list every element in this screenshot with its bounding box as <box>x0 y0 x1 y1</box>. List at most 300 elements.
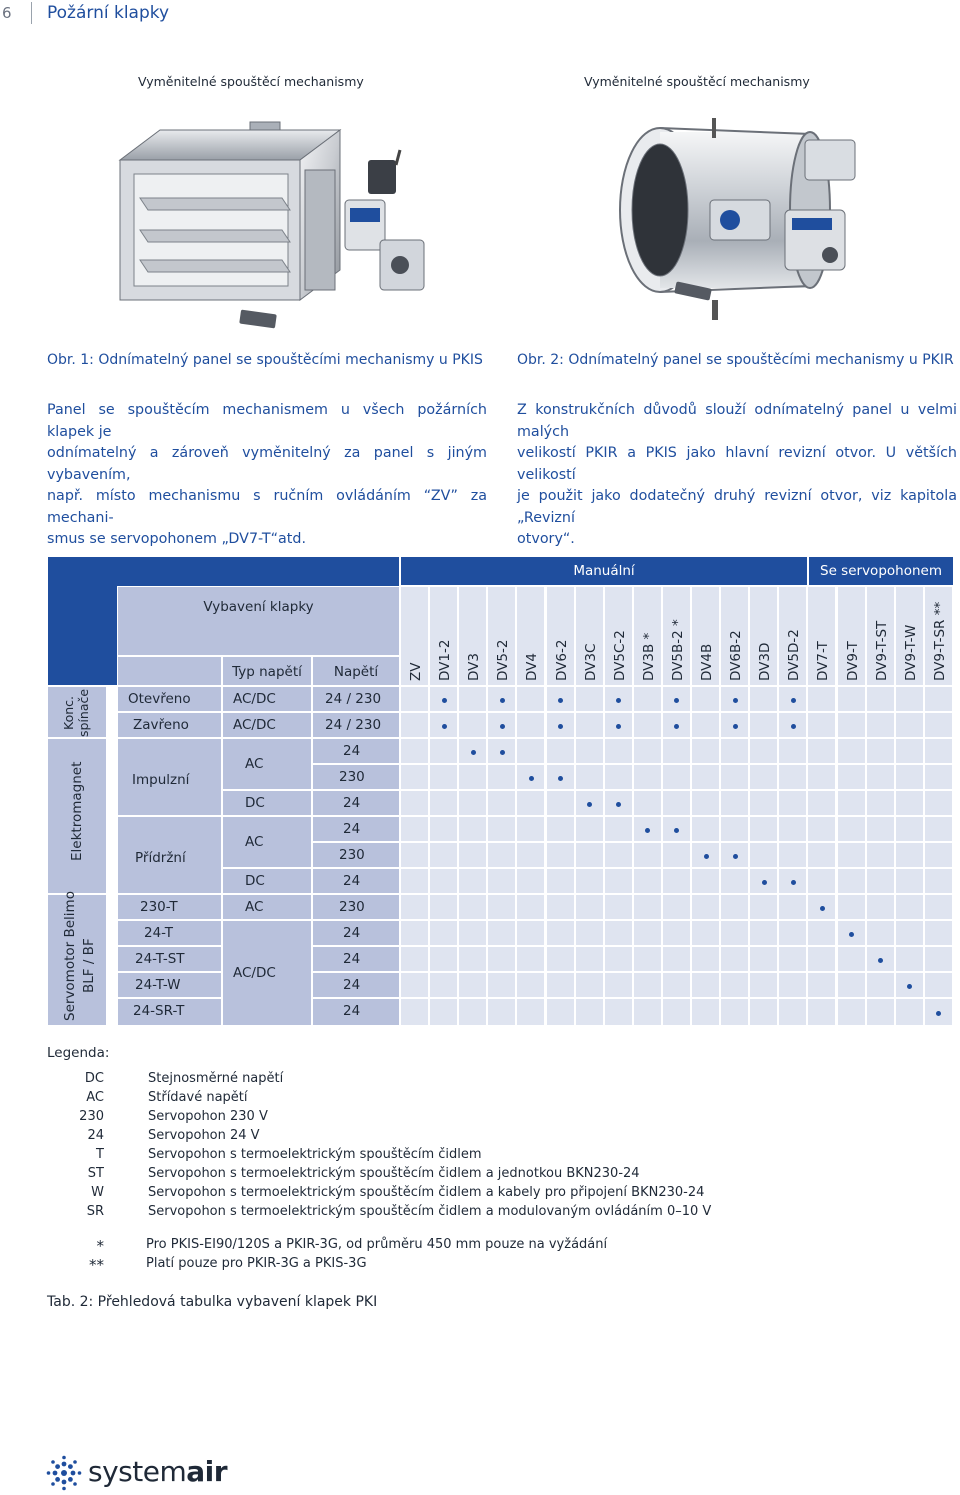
systemair-logo-icon <box>46 1455 82 1491</box>
table-cell <box>837 686 866 712</box>
left-paragraph <box>47 400 487 551</box>
table-cell <box>837 790 866 816</box>
table-cell <box>662 868 691 894</box>
row-voltage-cell <box>312 712 400 738</box>
table-cell <box>924 868 953 894</box>
table-cell <box>895 998 924 1026</box>
table-cell <box>749 738 778 764</box>
availability-dot <box>471 750 476 755</box>
figure1-label: Vyměnitelné spouštěcí mechanismy <box>138 74 364 89</box>
manual-group-cell <box>400 556 808 586</box>
table-cell <box>487 946 516 972</box>
right-paragraph-line: je použit jako dodatečný druhý revizní otvor, viz kapitola „Revizní <box>517 488 957 526</box>
table-cell <box>575 842 604 868</box>
table-cell <box>633 790 662 816</box>
table-cell <box>807 920 836 946</box>
table-cell <box>546 946 575 972</box>
table-cell <box>807 686 836 712</box>
table-cell <box>778 686 807 712</box>
row-label-cell <box>117 972 222 998</box>
table-cell <box>575 998 604 1026</box>
table-cell <box>866 868 895 894</box>
row-voltage: 230 <box>339 769 365 785</box>
availability-dot <box>878 958 883 963</box>
table-cell <box>895 790 924 816</box>
row-type-cell <box>222 686 312 712</box>
column-header: ZV <box>408 662 424 681</box>
table-cell <box>866 764 895 790</box>
voltage-type-header: Typ napětí <box>232 664 302 680</box>
page-title: Požární klapky <box>47 3 170 23</box>
row-type: DC <box>245 873 265 889</box>
availability-dot <box>529 776 534 781</box>
row-voltage-cell <box>312 738 400 764</box>
table-cell <box>866 686 895 712</box>
left-paragraph-line: smus se servopohonem „DV7-T“atd. <box>47 531 307 547</box>
table-cell <box>837 764 866 790</box>
column-header-cell <box>866 586 895 686</box>
table-cell <box>516 946 545 972</box>
table-cell <box>895 738 924 764</box>
table-cell <box>778 868 807 894</box>
table-cell <box>924 972 953 998</box>
availability-dot <box>500 724 505 729</box>
availability-dot <box>616 698 621 703</box>
table-cell <box>807 764 836 790</box>
table-cell <box>400 894 429 920</box>
table-cell <box>633 816 662 842</box>
availability-dot <box>791 880 796 885</box>
row-label: 24-T-ST <box>135 951 185 967</box>
table-cell <box>516 868 545 894</box>
row-type-cell <box>222 790 312 816</box>
table-cell <box>807 868 836 894</box>
row-voltage: 24 <box>343 743 361 759</box>
column-header-cell <box>429 586 458 686</box>
table-cell <box>720 998 749 1026</box>
column-header-cell <box>604 586 633 686</box>
table-cell <box>429 738 458 764</box>
column-header-cell <box>662 586 691 686</box>
row-type-cell <box>222 894 312 920</box>
availability-dot <box>733 854 738 859</box>
voltage-type-header-cell <box>222 656 312 686</box>
table-cell <box>837 946 866 972</box>
row-voltage: 24 <box>343 873 361 889</box>
availability-dot <box>791 724 796 729</box>
table-cell <box>662 790 691 816</box>
table-cell <box>546 686 575 712</box>
table-cell <box>895 816 924 842</box>
table-cell <box>720 868 749 894</box>
column-header: DV6-2 <box>553 639 570 681</box>
legend-value: Střídavé napětí <box>148 1090 248 1105</box>
table-cell <box>895 712 924 738</box>
legend-value: Servopohon 230 V <box>148 1109 268 1124</box>
availability-dot <box>704 854 709 859</box>
table-cell <box>400 738 429 764</box>
manual-group-label: Manuální <box>573 563 635 579</box>
table-cell <box>662 972 691 998</box>
left-paragraph-line: např. místo mechanismu s ručním ovládáním “ZV” za mechani- <box>47 488 487 526</box>
table-cell <box>662 842 691 868</box>
availability-dot <box>645 828 650 833</box>
table-cell <box>633 920 662 946</box>
row-label: 230-T <box>140 899 178 915</box>
column-header: DV5B-2 * <box>669 619 686 681</box>
row-voltage-cell <box>312 790 400 816</box>
table-cell <box>429 972 458 998</box>
table-cell <box>720 686 749 712</box>
column-header-cell <box>487 586 516 686</box>
table-cell <box>778 790 807 816</box>
table-cell <box>487 920 516 946</box>
availability-dot <box>500 750 505 755</box>
table-cell <box>866 712 895 738</box>
table-cell <box>866 920 895 946</box>
table-cell <box>778 764 807 790</box>
table-cell <box>662 894 691 920</box>
table-cell <box>516 686 545 712</box>
table-cell <box>400 816 429 842</box>
table-cell <box>720 946 749 972</box>
row-label: 24-SR-T <box>133 1003 185 1019</box>
table-cell <box>866 946 895 972</box>
table-cell <box>546 738 575 764</box>
legend-key: SR <box>86 1204 104 1219</box>
table-cell <box>720 894 749 920</box>
table-cell <box>546 894 575 920</box>
table-cell <box>516 920 545 946</box>
column-header-cell <box>400 586 429 686</box>
legend-note-mark: * <box>96 1237 104 1255</box>
header-divider <box>31 2 32 24</box>
column-header: DV7-T <box>815 641 832 681</box>
table-cell <box>575 894 604 920</box>
table-cell <box>458 894 487 920</box>
table-cell <box>720 790 749 816</box>
table-cell <box>400 764 429 790</box>
row-type: AC <box>245 899 264 915</box>
row-label-cell <box>117 946 222 972</box>
table-cell <box>866 842 895 868</box>
table-cell <box>662 686 691 712</box>
table-cell <box>487 816 516 842</box>
table-cell <box>546 816 575 842</box>
table-cell <box>691 998 720 1026</box>
table-cell <box>778 946 807 972</box>
row-type: AC <box>245 834 264 850</box>
table-cell <box>633 686 662 712</box>
table-cell <box>487 972 516 998</box>
row-label-cell <box>117 998 222 1026</box>
column-header: DV9-T-W <box>902 624 919 681</box>
table-cell <box>924 816 953 842</box>
row-type: AC/DC <box>233 965 276 981</box>
table-cell <box>633 972 662 998</box>
pridrzni-label: Přídržní <box>135 850 186 866</box>
table-cell <box>691 816 720 842</box>
table-cell <box>458 972 487 998</box>
table-cell <box>924 894 953 920</box>
availability-dot <box>616 724 621 729</box>
column-header: DV9-T-ST <box>873 620 890 681</box>
row-voltage-cell <box>312 894 400 920</box>
table-cell <box>837 816 866 842</box>
voltage-header: Napětí <box>333 664 379 680</box>
availability-dot <box>674 828 679 833</box>
legend-title: Legenda: <box>47 1045 110 1061</box>
table-cell <box>778 816 807 842</box>
column-header: DV5C-2 <box>611 630 628 681</box>
table-cell <box>895 764 924 790</box>
legend-key: W <box>91 1185 104 1200</box>
row-type-cell <box>222 920 312 1026</box>
row-type: AC/DC <box>233 717 276 733</box>
row-voltage: 24 <box>343 925 361 941</box>
table-cell <box>749 712 778 738</box>
table-cell <box>458 686 487 712</box>
table-cell <box>662 738 691 764</box>
table-cell <box>633 894 662 920</box>
table-cell <box>633 738 662 764</box>
table-cell <box>429 712 458 738</box>
table-cell <box>604 686 633 712</box>
table-cell <box>749 816 778 842</box>
table-cell <box>837 972 866 998</box>
table-cell <box>546 920 575 946</box>
blank-header-cell <box>117 656 222 686</box>
rectangular-damper-image <box>100 100 460 340</box>
table-cell <box>749 946 778 972</box>
left-paragraph-line: odnímatelný a zároveň vyměnitelný za panel s jiným vybavením, <box>47 445 487 483</box>
table-cell <box>924 738 953 764</box>
table-cell <box>837 712 866 738</box>
table-cell <box>924 920 953 946</box>
table-cell <box>662 816 691 842</box>
table-cell <box>866 816 895 842</box>
right-paragraph-line: velikostí PKIR a PKIS jako hlavní revizní otvor. U větších velikostí <box>517 445 957 483</box>
servo-group-cell <box>808 556 954 586</box>
row-voltage: 24 / 230 <box>325 717 382 733</box>
column-header: DV6B-2 <box>728 630 745 681</box>
table-cell <box>837 894 866 920</box>
impulzni-label: Impulzní <box>132 772 190 788</box>
legend-key: 24 <box>87 1128 104 1143</box>
table-cell <box>575 738 604 764</box>
availability-dot <box>558 724 563 729</box>
table-cell <box>575 686 604 712</box>
voltage-header-cell <box>312 656 400 686</box>
table-cell <box>458 790 487 816</box>
table-cell <box>691 894 720 920</box>
column-header-cell <box>575 586 604 686</box>
section-konc-label: Konc. spínače <box>61 688 91 737</box>
legend-key: ST <box>87 1166 104 1181</box>
table-cell <box>720 712 749 738</box>
table-cell <box>400 998 429 1026</box>
logo-text-light: system <box>88 1455 187 1488</box>
table-cell <box>516 972 545 998</box>
table-cell <box>691 842 720 868</box>
table-cell <box>633 764 662 790</box>
row-voltage-cell <box>312 920 400 946</box>
figure1-caption: Obr. 1: Odnímatelný panel se spouštěcími mechanismy u PKIS <box>47 352 483 368</box>
table-cell <box>691 790 720 816</box>
table-cell <box>778 972 807 998</box>
table-cell <box>778 998 807 1026</box>
table-cell <box>546 842 575 868</box>
table-cell <box>546 998 575 1026</box>
row-voltage: 24 <box>343 977 361 993</box>
table-cell <box>778 738 807 764</box>
table-cell <box>895 920 924 946</box>
table-cell <box>487 738 516 764</box>
table-cell <box>604 972 633 998</box>
table-cell <box>837 738 866 764</box>
legend-note-text: Platí pouze pro PKIR-3G a PKIS-3G <box>146 1256 367 1271</box>
table-cell <box>429 764 458 790</box>
column-header-cell <box>837 586 866 686</box>
table-cell <box>604 764 633 790</box>
legend-note-text: Pro PKIS-EI90/120S a PKIR-3G, od průměru 450 mm pouze na vyžádání <box>146 1237 608 1252</box>
column-header: DV3 <box>466 653 483 681</box>
table-cell <box>633 998 662 1026</box>
column-header: DV9-T <box>844 641 861 681</box>
table-cell <box>720 764 749 790</box>
table-cell <box>691 868 720 894</box>
table-cell <box>924 686 953 712</box>
table-cell <box>749 842 778 868</box>
page-number: 6 <box>2 4 12 22</box>
legend-value: Servopohon s termoelektrickým spouštěcím čidlem a kabely pro připojení BKN230-24 <box>148 1185 705 1200</box>
section-elektro-label: Elektromagnet <box>69 761 85 861</box>
table-cell <box>691 712 720 738</box>
section-servo-cell <box>47 891 107 1026</box>
table-cell <box>516 816 545 842</box>
equipment-table <box>47 556 954 1026</box>
table-cell <box>807 972 836 998</box>
row-label-cell <box>117 686 222 712</box>
table-cell <box>400 842 429 868</box>
row-voltage: 230 <box>339 899 365 915</box>
legend-key: AC <box>86 1090 104 1105</box>
legend-key: T <box>96 1147 104 1162</box>
availability-dot <box>820 906 825 911</box>
row-label: 24-T-W <box>135 977 181 993</box>
column-header-cell <box>924 586 953 686</box>
row-type-cell <box>222 816 312 868</box>
table-cell <box>575 946 604 972</box>
column-header-cell <box>458 586 487 686</box>
table-cell <box>604 920 633 946</box>
table-cell <box>895 972 924 998</box>
table-cell <box>429 920 458 946</box>
row-label-cell <box>117 894 222 920</box>
table-cell <box>429 998 458 1026</box>
table-cell <box>837 998 866 1026</box>
table-cell <box>895 946 924 972</box>
availability-dot <box>442 724 447 729</box>
table-cell <box>778 894 807 920</box>
table-cell <box>837 842 866 868</box>
table-cell <box>429 686 458 712</box>
table-cell <box>575 920 604 946</box>
table-cell <box>400 712 429 738</box>
table-cell <box>604 998 633 1026</box>
table-cell <box>778 920 807 946</box>
table-cell <box>866 972 895 998</box>
systemair-logo-text <box>88 1455 227 1488</box>
availability-dot <box>674 698 679 703</box>
table-cell <box>749 998 778 1026</box>
legend-key: DC <box>84 1071 104 1086</box>
column-header-cell <box>895 586 924 686</box>
column-header: DV1-2 <box>437 639 454 681</box>
table-cell <box>458 764 487 790</box>
row-voltage: 24 / 230 <box>325 691 382 707</box>
legend-value: Servopohon s termoelektrickým spouštěcím čidlem a modulovaným ovládáním 0–10 V <box>148 1204 712 1219</box>
row-type-cell <box>222 738 312 790</box>
legend-value: Servopohon s termoelektrickým spouštěcím čidlem a jednotkou BKN230-24 <box>148 1166 640 1181</box>
table-cell <box>662 920 691 946</box>
table-cell <box>487 764 516 790</box>
table-cell <box>807 894 836 920</box>
availability-dot <box>500 698 505 703</box>
table-caption: Tab. 2: Přehledová tabulka vybavení klapek PKI <box>47 1294 378 1310</box>
row-voltage-cell <box>312 868 400 894</box>
table-cell <box>458 946 487 972</box>
availability-dot <box>558 776 563 781</box>
table-cell <box>749 790 778 816</box>
row-label-cell <box>117 738 222 816</box>
row-type: DC <box>245 795 265 811</box>
table-cell <box>429 816 458 842</box>
availability-dot <box>762 880 767 885</box>
row-voltage-cell <box>312 946 400 972</box>
table-cell <box>720 842 749 868</box>
table-cell <box>895 842 924 868</box>
table-cell <box>720 920 749 946</box>
table-cell <box>778 712 807 738</box>
column-header-cell <box>749 586 778 686</box>
row-type: AC/DC <box>233 691 276 707</box>
table-cell <box>604 790 633 816</box>
column-header: DV4B <box>699 643 715 681</box>
table-cell <box>749 764 778 790</box>
row-label-cell <box>117 920 222 946</box>
row-label: 24-T <box>144 925 174 941</box>
column-header-cell <box>778 586 807 686</box>
availability-dot <box>558 698 563 703</box>
row-label-cell <box>117 712 222 738</box>
table-cell <box>807 816 836 842</box>
table-cell <box>924 764 953 790</box>
row-type-cell <box>222 868 312 894</box>
figure2-label: Vyměnitelné spouštěcí mechanismy <box>584 74 810 89</box>
table-cell <box>575 972 604 998</box>
table-cell <box>400 972 429 998</box>
row-type: AC <box>245 756 264 772</box>
legend-value: Servopohon 24 V <box>148 1128 260 1143</box>
table-cell <box>749 920 778 946</box>
row-label: Zavřeno <box>133 717 189 733</box>
table-cell <box>546 868 575 894</box>
column-header-cell <box>546 586 575 686</box>
column-header-cell <box>516 586 545 686</box>
table-cell <box>662 712 691 738</box>
table-cell <box>866 790 895 816</box>
